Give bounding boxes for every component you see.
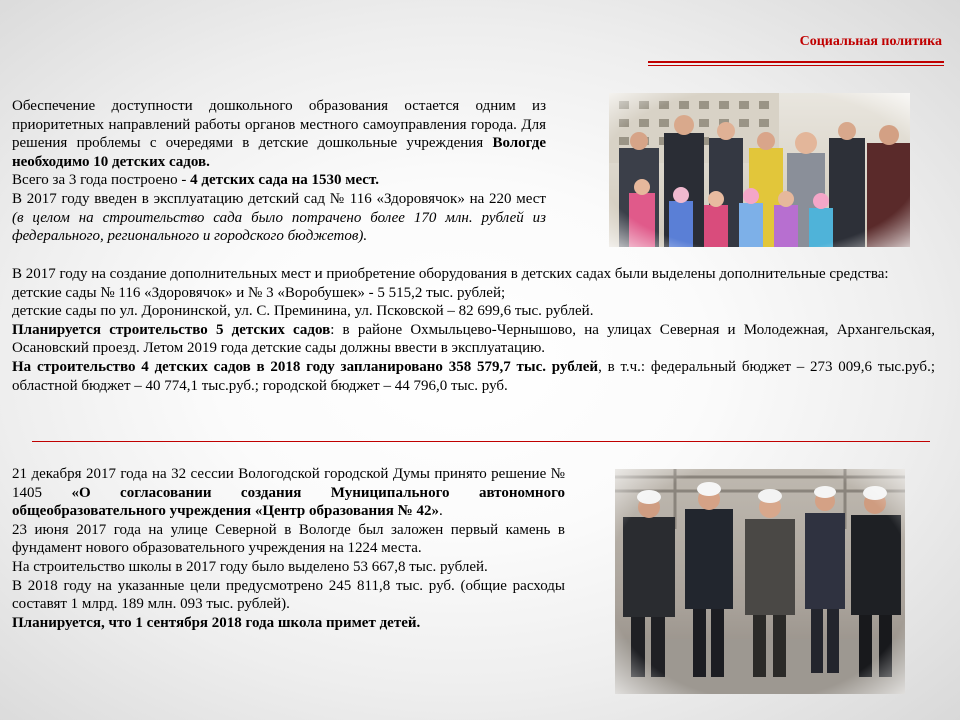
plan-text: : в районе Охмыльцево-Чернышово, на улицах Северная и Молодежная, Архангельская, Осановский проезд. Летом 2019 года детские сады должны ввести в эксплуатацию. [12, 321, 935, 357]
funds-line-2: детские сады по ул. Доронинской, ул. С. Преминина, ул. Псковской – 82 699,6 тыс. рублей. [12, 303, 594, 320]
built-highlight: 4 детских сада на 1530 мест. [190, 172, 379, 189]
builders-hard-hats-photo-image [615, 469, 905, 694]
opened-paragraph [12, 190, 546, 246]
plan-highlight: Планируется строительство 5 детских садов [12, 321, 331, 338]
title-underline [648, 61, 944, 63]
children-officials-photo-image [609, 93, 910, 247]
title-underline-thin [648, 65, 944, 66]
budget-paragraph [12, 358, 935, 395]
funding-2018-paragraph: В 2018 году на указанные цели предусмотрено 245 811,8 тыс. руб. (общие расходы составят 1 млрд. 189 млн. 093 тыс. рублей). [12, 577, 565, 613]
section-divider [32, 441, 930, 442]
decision-end: . [438, 503, 443, 520]
stone-paragraph: 23 июня 2017 года на улице Северной в Вологде был заложен первый камень в фундамент нового образовательного учреждения на 1224 места. [12, 521, 565, 557]
kindergarten-funding-text [12, 265, 935, 395]
budget-highlight: На строительство 4 детских садов в 2018 году запланировано 358 579,7 тыс. рублей [12, 358, 599, 375]
budget-text: , в т.ч.: федеральный бюджет – 273 009,6 тыс.руб.; областной бюджет – 40 774,1 тыс.руб.; городской бюджет – 44 796,0 тыс. руб. [12, 358, 935, 394]
opened-cost-note: (в целом на строительство сада было потрачено более 170 млн. рублей из федерального, регионального и городского бюджетов). [12, 209, 546, 245]
intro-paragraph [12, 97, 546, 171]
funding-2017-paragraph: На строительство школы в 2017 году было выделено 53 667,8 тыс. рублей. [12, 558, 488, 575]
funds-line-1: детские сады № 116 «Здоровячок» и № 3 «Воробушек» - 5 515,2 тыс. рублей; [12, 284, 506, 301]
opened-text: В 2017 году введен в эксплуатацию детский сад № 116 «Здоровячок» на 220 мест [12, 190, 546, 207]
opening-paragraph [12, 614, 565, 633]
built-text: Всего за 3 года построено - [12, 172, 191, 189]
decision-highlight: «О согласовании создания Муниципального автономного общеобразовательного учреждения «Центр образования № 42» [12, 484, 566, 520]
funds-intro: В 2017 году на создание дополнительных мест и приобретение оборудования в детских садах были выделены дополнительные средства: [12, 266, 889, 282]
built-paragraph [12, 171, 546, 190]
kindergarten-intro-text [12, 97, 546, 246]
need-highlight: Вологде необходимо 10 детских садов. [12, 135, 546, 170]
children-officials-photo [609, 93, 910, 247]
decision-text: 21 декабря 2017 года на 32 сессии Вологодской городской Думы принято решение № 1405 [12, 466, 565, 501]
builders-hard-hats-photo [615, 469, 905, 694]
intro-text: Обеспечение доступности дошкольного образования остается одним из приоритетных направлений работы органов местного самоуправления города. Для решения проблемы с очередями в детские дошкольные учреждения [12, 98, 546, 152]
decision-paragraph [12, 465, 565, 521]
school-construction-text [12, 465, 565, 632]
plan-paragraph [12, 321, 935, 358]
section-title: Социальная политика [799, 34, 942, 49]
opening-highlight: Планируется, что 1 сентября 2018 года школа примет детей. [12, 614, 421, 631]
